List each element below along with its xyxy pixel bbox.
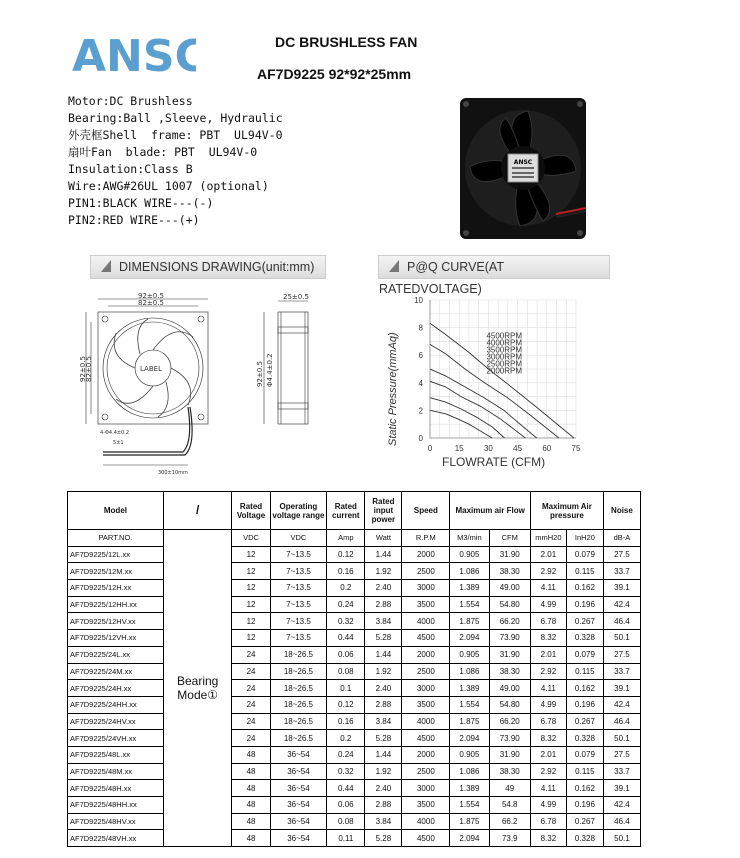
table-row xyxy=(68,596,641,613)
x-tick-label: 60 xyxy=(542,444,552,453)
table-row xyxy=(68,563,641,580)
spec-line: Bearing:Ball ,Sleeve, Hydraulic xyxy=(68,111,283,125)
y-tick-label: 4 xyxy=(418,378,423,388)
dim-hole-side: Φ4.4±0.2 xyxy=(266,353,274,387)
table-cell: 0.115 xyxy=(566,763,603,780)
table-cell: 3.84 xyxy=(365,613,402,630)
table-cell: 3.84 xyxy=(365,813,402,830)
table-cell: 31.90 xyxy=(489,646,530,663)
table-cell: 2.094 xyxy=(450,730,489,747)
table-cell: 2500 xyxy=(402,763,450,780)
legend-label: 2500RPM xyxy=(486,359,523,369)
table-cell: 0.24 xyxy=(327,596,365,613)
logo-text: ANSC xyxy=(72,31,196,81)
table-cell: 4500 xyxy=(402,830,450,847)
table-cell: 0.196 xyxy=(566,596,603,613)
table-row xyxy=(68,780,641,797)
table-cell: 2.92 xyxy=(530,563,566,580)
table-cell: 3000 xyxy=(402,580,450,597)
table-cell: 0.079 xyxy=(566,646,603,663)
table-cell: 5.28 xyxy=(365,630,402,647)
table-cell: 0.079 xyxy=(566,746,603,763)
table-cell: 33.7 xyxy=(603,563,640,580)
table-cell: 6.78 xyxy=(530,713,566,730)
part-number-cell: AF7D9225/24HV.xx xyxy=(68,713,164,730)
header-slash: / xyxy=(163,492,232,530)
table-cell: 2.88 xyxy=(365,797,402,814)
table-cell: 1.554 xyxy=(450,596,489,613)
table-cell: 38.30 xyxy=(489,763,530,780)
bearing-mode-cell: Bearing Mode① xyxy=(163,530,232,847)
table-cell: 7~13.5 xyxy=(270,546,327,563)
pq-curve-banner xyxy=(378,255,610,296)
table-cell: 2.40 xyxy=(365,580,402,597)
part-number-cell: AF7D9225/12HH.xx xyxy=(68,596,164,613)
table-cell: 2000 xyxy=(402,546,450,563)
dim-top2: 82±0.5 xyxy=(138,299,164,307)
legend-label: 3500RPM xyxy=(486,345,523,355)
table-cell: 39.1 xyxy=(603,680,640,697)
table-row xyxy=(68,713,641,730)
table-cell: 3500 xyxy=(402,696,450,713)
table-cell: 0.905 xyxy=(450,646,489,663)
table-cell: 0.162 xyxy=(566,780,603,797)
table-row xyxy=(68,546,641,563)
table-cell: 12 xyxy=(232,546,270,563)
fan-label-text: ANSC xyxy=(513,159,533,166)
dimensions-heading: DIMENSIONS DRAWING(unit:mm) xyxy=(119,260,315,274)
header-speed: Speed xyxy=(402,492,450,530)
table-cell: 2.88 xyxy=(365,596,402,613)
table-cell: 1.086 xyxy=(450,563,489,580)
table-row xyxy=(68,613,641,630)
subheader-cell: dB-A xyxy=(603,530,640,547)
table-cell: 2000 xyxy=(402,746,450,763)
table-cell: 0.328 xyxy=(566,730,603,747)
table-cell: 2.094 xyxy=(450,830,489,847)
document-title: DC BRUSHLESS FAN xyxy=(275,34,418,50)
table-cell: 73.9 xyxy=(489,830,530,847)
dim-pin: 5±1 xyxy=(113,440,124,446)
table-cell: 39.1 xyxy=(603,580,640,597)
table-cell: 54.80 xyxy=(489,596,530,613)
part-number-cell: AF7D9225/48HH.xx xyxy=(68,797,164,814)
subheader-cell: Amp xyxy=(327,530,365,547)
header-rated-current: Rated current xyxy=(327,492,365,530)
header-model: Model xyxy=(68,492,164,530)
y-tick-label: 6 xyxy=(418,351,423,361)
y-tick-label: 8 xyxy=(418,323,423,333)
table-cell: 66.20 xyxy=(489,613,530,630)
table-cell: 27.5 xyxy=(603,546,640,563)
table-cell: 48 xyxy=(232,780,270,797)
legend-label: 4500RPM xyxy=(486,331,523,341)
table-row xyxy=(68,663,641,680)
part-number-cell: AF7D9225/48HV.xx xyxy=(68,813,164,830)
table-row xyxy=(68,830,641,847)
part-number-cell: AF7D9225/24HH.xx xyxy=(68,696,164,713)
table-cell: 0.44 xyxy=(327,630,365,647)
table-cell: 18~26.5 xyxy=(270,730,327,747)
table-row xyxy=(68,580,641,597)
table-cell: 49.00 xyxy=(489,680,530,697)
table-cell: 7~13.5 xyxy=(270,613,327,630)
table-cell: 2.40 xyxy=(365,780,402,797)
table-cell: 24 xyxy=(232,663,270,680)
table-cell: 0.162 xyxy=(566,580,603,597)
header-rated-voltage: Rated Voltage xyxy=(232,492,270,530)
table-cell: 0.06 xyxy=(327,646,365,663)
table-cell: 48 xyxy=(232,797,270,814)
spec-line: Wire:AWG#26UL 1007 (optional) xyxy=(68,179,269,193)
table-cell: 7~13.5 xyxy=(270,563,327,580)
table-cell: 7~13.5 xyxy=(270,580,327,597)
table-cell: 0.12 xyxy=(327,546,365,563)
table-cell: 49 xyxy=(489,780,530,797)
table-cell: 39.1 xyxy=(603,780,640,797)
table-cell: 46.4 xyxy=(603,813,640,830)
table-cell: 24 xyxy=(232,730,270,747)
table-cell: 2500 xyxy=(402,663,450,680)
table-cell: 12 xyxy=(232,613,270,630)
table-cell: 0.12 xyxy=(327,696,365,713)
table-cell: 38.30 xyxy=(489,563,530,580)
table-cell: 1.389 xyxy=(450,680,489,697)
table-cell: 6.78 xyxy=(530,613,566,630)
part-number-cell: AF7D9225/24H.xx xyxy=(68,680,164,697)
subheader-cell: CFM xyxy=(489,530,530,547)
y-tick-label: 0 xyxy=(418,434,423,443)
table-row xyxy=(68,730,641,747)
table-cell: 49.00 xyxy=(489,580,530,597)
table-cell: 42.4 xyxy=(603,797,640,814)
x-tick-label: 75 xyxy=(571,444,581,453)
dim-top1: 92±0.5 xyxy=(138,292,164,300)
table-cell: 24 xyxy=(232,646,270,663)
y-tick-label: 10 xyxy=(414,296,423,305)
table-cell: 4500 xyxy=(402,730,450,747)
spec-line: Insulation:Class B xyxy=(68,162,193,176)
table-cell: 1.92 xyxy=(365,763,402,780)
legend-label: 2000RPM xyxy=(486,366,523,376)
table-cell: 0.16 xyxy=(327,563,365,580)
dim-side2: 82±0.5 xyxy=(85,356,93,382)
table-cell: 3500 xyxy=(402,797,450,814)
table-cell: 1.389 xyxy=(450,780,489,797)
subheader-cell: VDC xyxy=(232,530,270,547)
part-number-cell: AF7D9225/12L.xx xyxy=(68,546,164,563)
table-cell: 1.92 xyxy=(365,663,402,680)
table-cell: 6.78 xyxy=(530,813,566,830)
x-tick-label: 30 xyxy=(483,444,493,453)
table-cell: 4000 xyxy=(402,813,450,830)
table-cell: 48 xyxy=(232,763,270,780)
table-cell: 1.554 xyxy=(450,696,489,713)
table-cell: 0.24 xyxy=(327,746,365,763)
table-cell: 4.99 xyxy=(530,696,566,713)
table-row xyxy=(68,797,641,814)
table-cell: 0.905 xyxy=(450,546,489,563)
header-pressure: Maximum Air pressure xyxy=(530,492,603,530)
table-cell: 0.08 xyxy=(327,663,365,680)
table-cell: 0.11 xyxy=(327,830,365,847)
table-cell: 36~54 xyxy=(270,780,327,797)
table-row xyxy=(68,696,641,713)
part-number-cell: AF7D9225/12M.xx xyxy=(68,563,164,580)
table-row xyxy=(68,680,641,697)
table-cell: 33.7 xyxy=(603,763,640,780)
table-cell: 42.4 xyxy=(603,696,640,713)
table-cell: 0.162 xyxy=(566,680,603,697)
subheader-cell: VDC xyxy=(270,530,327,547)
table-cell: 4500 xyxy=(402,630,450,647)
table-cell: 1.086 xyxy=(450,663,489,680)
table-cell: 18~26.5 xyxy=(270,713,327,730)
spec-line: PIN1:BLACK WIRE---(-) xyxy=(68,196,214,210)
subheader-row xyxy=(68,530,641,547)
table-cell: 1.875 xyxy=(450,613,489,630)
dim-label: LABEL xyxy=(140,365,162,373)
x-axis-label: FLOWRATE (CFM) xyxy=(442,455,546,469)
table-cell: 31.90 xyxy=(489,546,530,563)
table-cell: 36~54 xyxy=(270,797,327,814)
table-cell: 0.08 xyxy=(327,813,365,830)
part-number-cell: AF7D9225/48L.xx xyxy=(68,746,164,763)
table-cell: 36~54 xyxy=(270,763,327,780)
header-airflow: Maximum air Flow xyxy=(450,492,531,530)
table-cell: 0.2 xyxy=(327,580,365,597)
part-number-cell: AF7D9225/12HV.xx xyxy=(68,613,164,630)
table-row xyxy=(68,630,641,647)
table-cell: 12 xyxy=(232,563,270,580)
series-line-3500rpm xyxy=(430,366,537,438)
part-number-cell: AF7D9225/12H.xx xyxy=(68,580,164,597)
subheader-cell: PART.NO. xyxy=(68,530,164,547)
table-cell: 0.905 xyxy=(450,746,489,763)
dim-side1: 92±0.5 xyxy=(79,356,87,382)
table-cell: 4000 xyxy=(402,713,450,730)
table-cell: 0.16 xyxy=(327,713,365,730)
table-cell: 4.11 xyxy=(530,680,566,697)
table-cell: 50.1 xyxy=(603,830,640,847)
table-cell: 31.90 xyxy=(489,746,530,763)
table-cell: 0.2 xyxy=(327,730,365,747)
table-cell: 7~13.5 xyxy=(270,596,327,613)
table-cell: 18~26.5 xyxy=(270,646,327,663)
table-row xyxy=(68,746,641,763)
subheader-cell: Watt xyxy=(365,530,402,547)
table-cell: 2.92 xyxy=(530,663,566,680)
subheader-cell: R.P.M xyxy=(402,530,450,547)
triangle-icon xyxy=(101,260,111,272)
table-cell: 2000 xyxy=(402,646,450,663)
table-cell: 8.32 xyxy=(530,830,566,847)
table-cell: 18~26.5 xyxy=(270,680,327,697)
table-cell: 0.328 xyxy=(566,830,603,847)
table-cell: 0.32 xyxy=(327,613,365,630)
dim-hole: 4-Φ4.4±0.2 xyxy=(100,430,130,436)
company-logo xyxy=(68,27,196,81)
table-cell: 54.80 xyxy=(489,696,530,713)
table-cell: 54.8 xyxy=(489,797,530,814)
spec-table xyxy=(67,491,641,847)
header-operating-range: Operating voltage range xyxy=(270,492,327,530)
table-cell: 46.4 xyxy=(603,713,640,730)
table-cell: 8.32 xyxy=(530,630,566,647)
table-row xyxy=(68,813,641,830)
table-cell: 24 xyxy=(232,680,270,697)
subheader-cell: InH20 xyxy=(566,530,603,547)
table-cell: 73.90 xyxy=(489,630,530,647)
part-number-cell: AF7D9225/48H.xx xyxy=(68,780,164,797)
table-cell: 3500 xyxy=(402,596,450,613)
table-cell: 2.01 xyxy=(530,746,566,763)
table-cell: 66.20 xyxy=(489,713,530,730)
table-cell: 42.4 xyxy=(603,596,640,613)
table-cell: 0.328 xyxy=(566,630,603,647)
part-number-cell: AF7D9225/12VH.xx xyxy=(68,630,164,647)
table-cell: 4.99 xyxy=(530,797,566,814)
triangle-icon xyxy=(389,260,399,272)
header-rated-power: Rated input power xyxy=(365,492,402,530)
table-cell: 27.5 xyxy=(603,646,640,663)
table-cell: 3.84 xyxy=(365,713,402,730)
pq-heading: P@Q CURVE(AT RATEDVOLTAGE) xyxy=(379,260,504,296)
table-row xyxy=(68,646,641,663)
table-cell: 2.01 xyxy=(530,646,566,663)
table-cell: 1.44 xyxy=(365,646,402,663)
legend-label: 3000RPM xyxy=(486,352,523,362)
table-cell: 2.01 xyxy=(530,546,566,563)
table-cell: 50.1 xyxy=(603,630,640,647)
table-cell: 1.44 xyxy=(365,746,402,763)
table-cell: 18~26.5 xyxy=(270,663,327,680)
dimensions-drawing xyxy=(78,287,338,477)
table-cell: 4.11 xyxy=(530,580,566,597)
table-cell: 0.06 xyxy=(327,797,365,814)
dimensions-banner xyxy=(90,255,326,279)
table-cell: 18~26.5 xyxy=(270,696,327,713)
table-cell: 0.44 xyxy=(327,780,365,797)
table-cell: 4.11 xyxy=(530,780,566,797)
table-cell: 4000 xyxy=(402,613,450,630)
table-row xyxy=(68,763,641,780)
table-cell: 1.92 xyxy=(365,563,402,580)
table-cell: 5.28 xyxy=(365,730,402,747)
table-cell: 2.40 xyxy=(365,680,402,697)
table-cell: 4.99 xyxy=(530,596,566,613)
table-cell: 0.1 xyxy=(327,680,365,697)
part-number-cell: AF7D9225/24VH.xx xyxy=(68,730,164,747)
table-cell: 33.7 xyxy=(603,663,640,680)
table-cell: 5.28 xyxy=(365,830,402,847)
subheader-cell: mmH20 xyxy=(530,530,566,547)
spec-line: 扇叶Fan blade: PBT UL94V-0 xyxy=(68,145,258,159)
table-cell: 0.115 xyxy=(566,563,603,580)
part-number-cell: AF7D9225/48VH.xx xyxy=(68,830,164,847)
table-cell: 1.554 xyxy=(450,797,489,814)
table-cell: 8.32 xyxy=(530,730,566,747)
model-title: AF7D9225 92*92*25mm xyxy=(257,66,412,82)
table-cell: 0.32 xyxy=(327,763,365,780)
table-cell: 66.2 xyxy=(489,813,530,830)
table-cell: 24 xyxy=(232,713,270,730)
dim-depth: 25±0.5 xyxy=(283,293,309,301)
spec-line: 外壳框Shell frame: PBT UL94V-0 xyxy=(68,128,283,142)
table-cell: 48 xyxy=(232,813,270,830)
table-cell: 36~54 xyxy=(270,813,327,830)
spec-line: PIN2:RED WIRE---(+) xyxy=(68,213,200,227)
table-cell: 24 xyxy=(232,696,270,713)
table-cell: 73.90 xyxy=(489,730,530,747)
x-tick-label: 15 xyxy=(454,444,464,453)
table-cell: 0.196 xyxy=(566,797,603,814)
table-cell: 2.094 xyxy=(450,630,489,647)
table-cell: 0.267 xyxy=(566,813,603,830)
table-cell: 2500 xyxy=(402,563,450,580)
dim-height-side: 92±0.5 xyxy=(256,361,264,387)
table-cell: 48 xyxy=(232,746,270,763)
pq-chart xyxy=(380,286,610,476)
table-cell: 12 xyxy=(232,580,270,597)
table-cell: 0.196 xyxy=(566,696,603,713)
spec-list xyxy=(68,93,283,229)
y-tick-label: 2 xyxy=(418,406,423,416)
legend-label: 4000RPM xyxy=(486,338,523,348)
table-cell: 1.389 xyxy=(450,580,489,597)
table-cell: 1.44 xyxy=(365,546,402,563)
table-cell: 2.88 xyxy=(365,696,402,713)
table-cell: 0.267 xyxy=(566,713,603,730)
table-cell: 46.4 xyxy=(603,613,640,630)
table-cell: 50.1 xyxy=(603,730,640,747)
table-cell: 1.875 xyxy=(450,813,489,830)
table-cell: 0.115 xyxy=(566,663,603,680)
table-cell: 36~54 xyxy=(270,746,327,763)
table-cell: 27.5 xyxy=(603,746,640,763)
table-cell: 7~13.5 xyxy=(270,630,327,647)
table-cell: 48 xyxy=(232,830,270,847)
table-cell: 2.92 xyxy=(530,763,566,780)
table-cell: 3000 xyxy=(402,680,450,697)
table-cell: 36~54 xyxy=(270,830,327,847)
table-cell: 3000 xyxy=(402,780,450,797)
dim-wire: 300±10mm xyxy=(158,470,188,476)
table-cell: 12 xyxy=(232,630,270,647)
table-cell: 1.875 xyxy=(450,713,489,730)
fan-photo xyxy=(458,96,588,241)
part-number-cell: AF7D9225/48M.xx xyxy=(68,763,164,780)
part-number-cell: AF7D9225/24L.xx xyxy=(68,646,164,663)
spec-line: Motor:DC Brushless xyxy=(68,94,193,108)
table-cell: 12 xyxy=(232,596,270,613)
table-cell: 1.086 xyxy=(450,763,489,780)
table-cell: 0.079 xyxy=(566,546,603,563)
x-tick-label: 0 xyxy=(427,444,433,453)
header-noise: Noise xyxy=(603,492,640,530)
part-number-cell: AF7D9225/24M.xx xyxy=(68,663,164,680)
table-cell: 38.30 xyxy=(489,663,530,680)
subheader-cell: M3/min xyxy=(450,530,489,547)
x-tick-label: 45 xyxy=(513,444,523,453)
table-cell: 0.267 xyxy=(566,613,603,630)
y-axis-label: Static Pressure(mmAq) xyxy=(387,332,399,446)
